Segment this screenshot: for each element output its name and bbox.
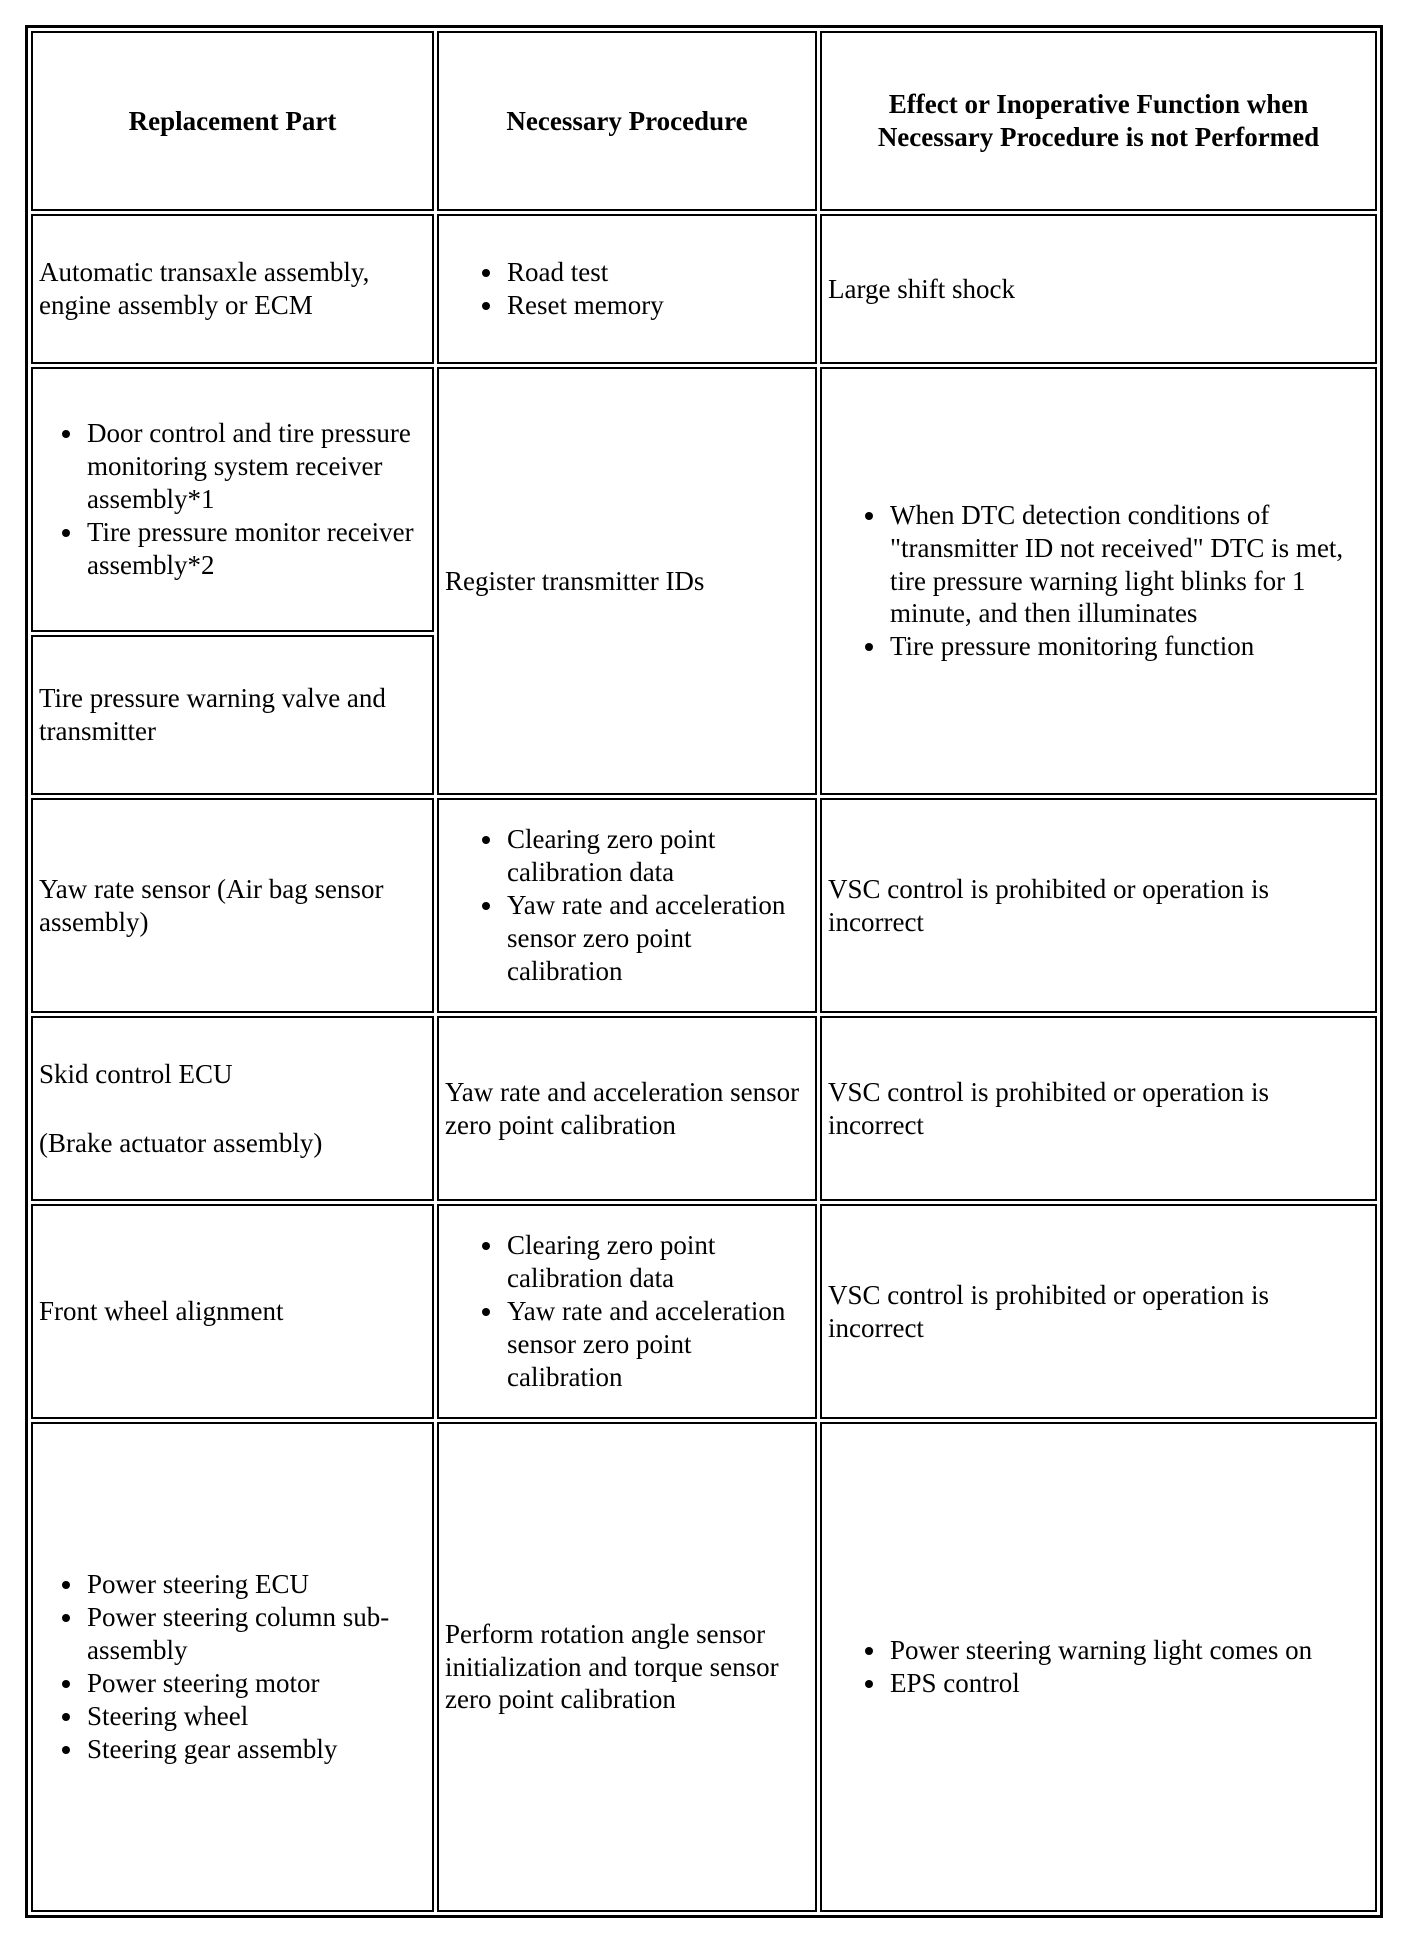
header-effect-label: Effect or Inoperative Function when Necessary Procedure is not Performed [877,89,1320,152]
part-list [39,1568,426,1766]
cell-effect: VSC control is prohibited or operation is incorrect [820,798,1377,1013]
procedure-item: • Yaw rate and acceleration sensor zero point calibration [505,889,809,988]
part-list [39,417,426,582]
row-yaw-rate-sensor [31,798,1377,1013]
cell-replacement-part [31,1016,434,1201]
header-replacement-part [31,31,434,211]
header-effect [820,31,1377,211]
procedure-item: • Reset memory [505,289,809,322]
cell-effect [820,367,1377,795]
part-item: • Steering wheel [85,1700,426,1733]
part-item: • Power steering motor [85,1667,426,1700]
part-name-line: Skid control ECU [39,1058,233,1089]
header-replacement-part-label: Replacement Part [128,105,337,136]
part-name-line: (Brake actuator assembly) [39,1127,323,1158]
row-skid-control-ecu [31,1016,1377,1201]
cell-replacement-part: Tire pressure warning valve and transmitter [31,635,434,795]
cell-necessary-procedure: Register transmitter IDs [437,367,817,795]
effect-item: • Tire pressure monitoring function [888,630,1369,663]
part-item: • Door control and tire pressure monitoring system receiver assembly*1 [85,417,426,516]
cell-effect: Large shift shock [820,214,1377,364]
cell-necessary-procedure: Yaw rate and acceleration sensor zero point calibration [437,1016,817,1201]
row-power-steering [31,1422,1377,1912]
part-item: • Power steering ECU [85,1568,426,1601]
effect-item: • When DTC detection conditions of "transmitter ID not received" DTC is met, tire pressure warning light blinks for 1 minute, and then illuminates [888,499,1369,631]
cell-necessary-procedure: Perform rotation angle sensor initialization and torque sensor zero point calibration [437,1422,817,1912]
cell-necessary-procedure [437,214,817,364]
table-header-row [31,31,1377,211]
procedure-item: • Clearing zero point calibration data [505,823,809,889]
procedure-item: • Yaw rate and acceleration sensor zero point calibration [505,1295,809,1394]
procedure-list [445,256,809,322]
cell-replacement-part: Automatic transaxle assembly, engine assembly or ECM [31,214,434,364]
cell-necessary-procedure [437,798,817,1013]
cell-replacement-part [31,367,434,632]
cell-replacement-part: Yaw rate sensor (Air bag sensor assembly) [31,798,434,1013]
part-item: • Steering gear assembly [85,1733,426,1766]
effect-item: • EPS control [888,1667,1369,1700]
header-necessary-procedure [437,31,817,211]
cell-replacement-part: Front wheel alignment [31,1204,434,1419]
cell-effect [820,1422,1377,1912]
part-item: • Power steering column sub-assembly [85,1601,426,1667]
header-necessary-procedure-label: Necessary Procedure [506,105,748,136]
row-front-wheel-alignment [31,1204,1377,1419]
row-tire-pressure-receivers [31,367,1377,632]
cell-effect: VSC control is prohibited or operation is incorrect [820,1204,1377,1419]
procedure-list [445,823,809,988]
procedure-list [445,1229,809,1394]
effect-list [828,1634,1369,1700]
effect-list [828,499,1369,664]
row-transaxle [31,214,1377,364]
procedure-item: • Clearing zero point calibration data [505,1229,809,1295]
cell-replacement-part [31,1422,434,1912]
replacement-parts-table [25,25,1383,1918]
cell-effect: VSC control is prohibited or operation is incorrect [820,1016,1377,1201]
procedure-item: • Road test [505,256,809,289]
effect-item: • Power steering warning light comes on [888,1634,1369,1667]
part-item: • Tire pressure monitor receiver assembly*2 [85,516,426,582]
cell-necessary-procedure [437,1204,817,1419]
